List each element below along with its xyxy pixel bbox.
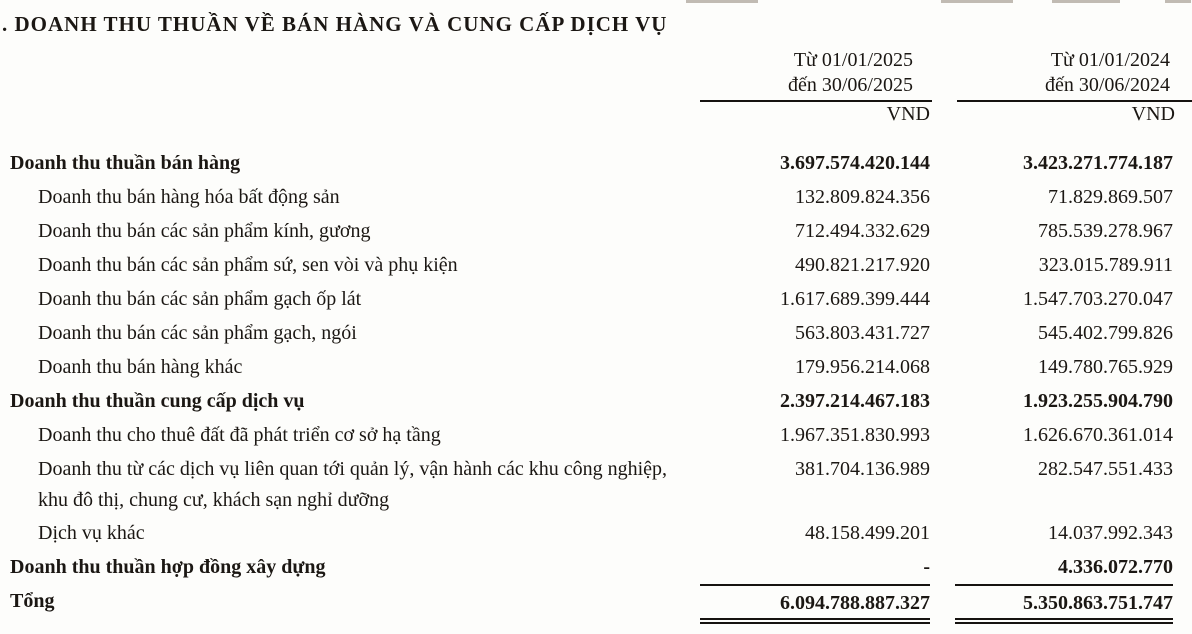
row-value-2024: 149.780.765.929: [1038, 356, 1173, 378]
table-row: [0, 180, 1192, 214]
table-row: [0, 452, 1192, 516]
column-header-2024: [957, 48, 1192, 127]
row-value-2025: 1.617.689.399.444: [780, 288, 930, 310]
scan-artifact: [941, 0, 1013, 3]
table-row: [0, 384, 1192, 418]
row-label: Doanh thu từ các dịch vụ liên quan tới quản lý, vận hành các khu công nghiệp, khu đô thị, chung cư, khách sạn nghỉ dưỡng: [38, 458, 668, 511]
row-label: Doanh thu thuần hợp đồng xây dựng: [10, 556, 326, 578]
scan-artifact: [686, 0, 758, 3]
row-value-2024: 3.423.271.774.187: [1023, 152, 1173, 174]
period-from-2024: Từ 01/01/2024: [1050, 49, 1170, 71]
row-value-2025: 48.158.499.201: [805, 522, 930, 544]
row-value-2024: 545.402.799.826: [1038, 322, 1173, 344]
row-value-2025: 563.803.431.727: [795, 322, 930, 344]
row-value-2024: 14.037.992.343: [1048, 522, 1173, 544]
table-row: [0, 350, 1192, 384]
row-value-2024: 785.539.278.967: [1038, 220, 1173, 242]
row-value-2024: 4.336.072.770: [1058, 556, 1173, 578]
row-label: Doanh thu bán các sản phẩm kính, gương: [38, 220, 371, 242]
row-label: Dịch vụ khác: [38, 522, 145, 544]
scan-artifact: [1165, 0, 1191, 3]
row-value-2024: 282.547.551.433: [1038, 458, 1173, 480]
row-label: Doanh thu bán các sản phẩm gạch, ngói: [38, 322, 357, 344]
period-to-2024: đến 30/06/2024: [1045, 74, 1170, 96]
row-value-2024: 1.923.255.904.790: [1023, 390, 1173, 412]
column-header-2025: [700, 48, 932, 127]
table-row: [0, 516, 1192, 550]
table-row: [0, 214, 1192, 248]
row-label: Doanh thu thuần bán hàng: [10, 152, 241, 174]
table-row: [0, 282, 1192, 316]
row-value-2024: 71.829.869.507: [1048, 186, 1173, 208]
table-row: [0, 248, 1192, 282]
row-label: Doanh thu cho thuê đất đã phát triển cơ sở hạ tầng: [38, 424, 441, 446]
row-value-2024: 1.547.703.270.047: [1023, 288, 1173, 310]
row-value-2024: 323.015.789.911: [1038, 254, 1173, 276]
row-value-2025: 381.704.136.989: [795, 458, 930, 480]
row-label: Doanh thu thuần cung cấp dịch vụ: [10, 390, 305, 412]
row-label: Tổng: [10, 590, 55, 612]
row-label: Doanh thu bán các sản phẩm gạch ốp lát: [38, 288, 362, 310]
row-value-2025: 6.094.788.887.327: [700, 584, 930, 624]
row-value-2025: -: [923, 556, 930, 578]
row-label: Doanh thu bán các sản phẩm sứ, sen vòi và phụ kiện: [38, 254, 458, 276]
table-row: [0, 550, 1192, 584]
section-title: . DOANH THU THUẦN VỀ BÁN HÀNG VÀ CUNG CẤP DỊCH VỤ: [2, 12, 668, 36]
table-row: [0, 146, 1192, 180]
row-value-2025: 179.956.214.068: [795, 356, 930, 378]
row-value-2025: 490.821.217.920: [795, 254, 930, 276]
row-value-2024: 1.626.670.361.014: [1023, 424, 1173, 446]
scan-artifact: [1052, 0, 1120, 3]
table-row: [0, 418, 1192, 452]
unit-label-2025: VND: [886, 103, 930, 125]
row-value-2025: 132.809.824.356: [795, 186, 930, 208]
row-label: Doanh thu bán hàng khác: [38, 356, 243, 378]
row-value-2025: 1.967.351.830.993: [780, 424, 930, 446]
unit-label-2024: VND: [1131, 103, 1175, 125]
period-from-2025: Từ 01/01/2025: [793, 49, 913, 71]
row-label: Doanh thu bán hàng hóa bất động sản: [38, 186, 340, 208]
period-block-2025: [700, 48, 932, 102]
row-value-2025: 712.494.332.629: [795, 220, 930, 242]
row-value-2024: 5.350.863.751.747: [955, 584, 1173, 624]
table-row: [0, 584, 1192, 624]
period-block-2024: [957, 48, 1192, 102]
revenue-table-body: [0, 146, 1192, 624]
row-value-2025: 3.697.574.420.144: [780, 152, 930, 174]
row-value-2025: 2.397.214.467.183: [780, 390, 930, 412]
table-row: [0, 316, 1192, 350]
period-to-2025: đến 30/06/2025: [788, 74, 913, 96]
